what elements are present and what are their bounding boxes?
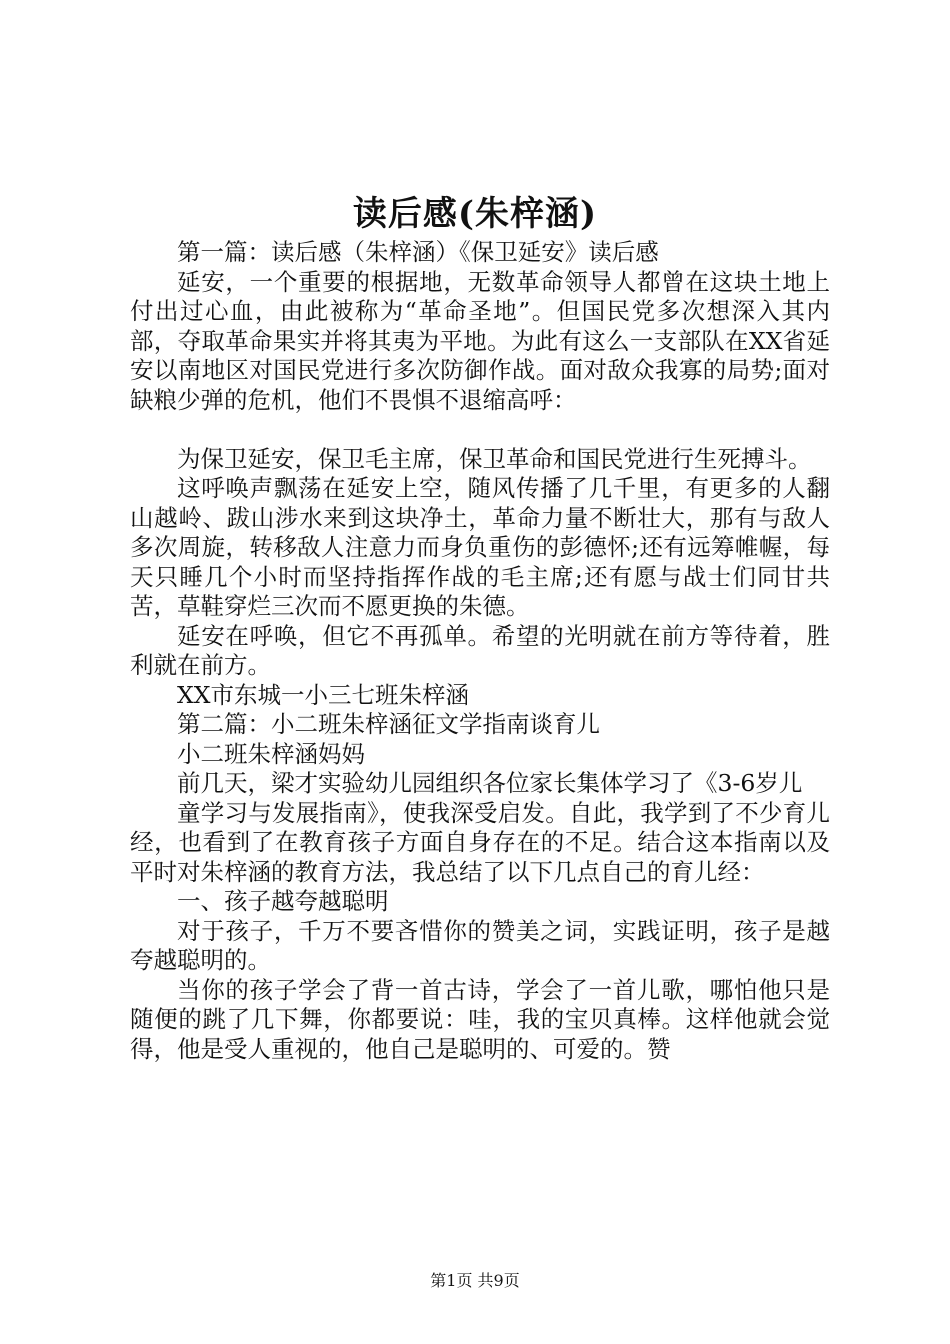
paragraph-10: 童学习与发展指南》，使我深受启发。自此，我学到了不少育儿经，也看到了在教育孩子方面自身存在的不足。结合这本指南以及平时对朱梓涵的教育方法，我总结了以下几点自己的育儿经： (130, 798, 830, 886)
paragraph-8: 小二班朱梓涵妈妈 (177, 739, 365, 768)
paragraph-2: 延安，一个重要的根据地，无数革命领导人都曾在这块土地上付出过心血，由此被称为“革命圣地”。但国民党多次想深入其内部，夺取革命果实并将其夷为平地。为此有这么一支部队在XX省延安以南地区对国民党进行多次防御作战。面对敌众我寡的局势;面对缺粮少弹的危机，他们不畏惧不退缩高呼： (130, 267, 830, 414)
paragraph-1: 第一篇：读后感（朱梓涵）《保卫延安》读后感 (177, 238, 659, 266)
paragraph-9: 前几天，梁才实验幼儿园组织各位家长集体学习了《3-6岁儿 (177, 769, 803, 797)
paragraph-13: 当你的孩子学会了背一首古诗，学会了一首儿歌，哪怕他只是随便的跳了几下舞，你都要说：哇，我的宝贝真棒。这样他就会觉得，他是受人重视的，他自己是聪明的、可爱的。赞 (130, 975, 830, 1063)
paragraph-11: 一、孩子越夸越聪明 (177, 887, 389, 915)
paragraph-5: 延安在呼唤，但它不再孤单。希望的光明就在前方等待着，胜利就在前方。 (130, 621, 830, 679)
document-body (130, 238, 830, 1064)
paragraph-6: XX市东城一小三七班朱梓涵 (177, 680, 469, 709)
paragraph-12: 对于孩子，千万不要吝惜你的赞美之词，实践证明，孩子是越夸越聪明的。 (130, 916, 830, 974)
paragraph-4: 这呼唤声飘荡在延安上空，随风传播了几千里，有更多的人翻山越岭、跋山涉水来到这块净土，革命力量不断壮大，那有与敌人多次周旋，转移敌人注意力而身负重伤的彭德怀;还有远筹帷幄，每天只睡几个小时而坚持指挥作战的毛主席;还有愿与战士们同甘共苦，草鞋穿烂三次而不愿更换的朱德。 (130, 474, 830, 620)
paragraph-7: 第二篇：小二班朱梓涵征文学指南谈育儿 (177, 710, 600, 738)
page-footer: 第1页 共9页 (430, 1271, 520, 1290)
document-title: 读后感(朱梓涵) (352, 194, 598, 234)
paragraph-gap (130, 415, 830, 445)
paragraph-3: 为保卫延安，保卫毛主席，保卫革命和国民党进行生死搏斗。 (177, 444, 812, 473)
